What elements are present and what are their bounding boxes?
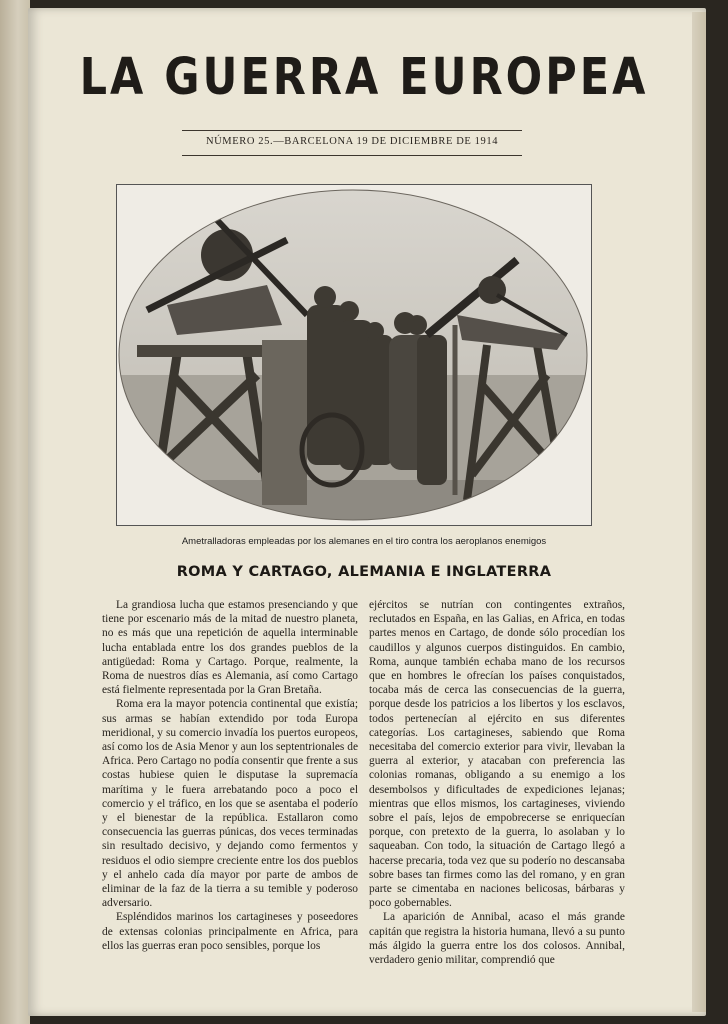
- article-title: ROMA Y CARTAGO, ALEMANIA E INGLATERRA: [176, 564, 552, 580]
- masthead-title: LA GUERRA EUROPEA: [79, 48, 649, 107]
- photograph: [116, 184, 592, 526]
- facing-page-edge: [0, 0, 30, 1024]
- paragraph: Espléndidos marinos los cartagineses y poseedores de extensas colonias principalmente en Africa, para ellos las guerras eran poco sensibles, porque los: [102, 911, 358, 952]
- paragraph: Roma era la mayor potencia continental que existía; sus armas se habían extendido por toda Europa meridional, y su comercio invadía los puertos europeos, así como los de Asia Menor y aun los septentrionales de Africa. Pero Cartago no podía consentir que frente a sus costas hubiese quien le disputase la supremacía marítima y le fuera arrebatando poco a poco el comercio y el tráfico, en los que se asentaba el poderío y el bienestar de la república. Estallaron como consecuencia las guerras púnicas, dos veces terminadas sin resultado decisivo, y dejando como fermentos y residuos el odio siempre creciente entre los dos pueblos y el anhelo cada día mayor por parte de ambos de eliminar de la faz de la tierra a su temible y poderoso adversario.: [102, 698, 358, 910]
- photo-caption: Ametralladoras empleadas por los alemanes en el tiro contra los aeroplanos enemigos: [181, 536, 547, 547]
- antiaircraft-guns-photo: [117, 185, 591, 525]
- issue-rule-bottom: [182, 155, 522, 156]
- paragraph: La grandiosa lucha que estamos presenciando y que tiene por escenario más de la mitad de nuestro planeta, no es más que una repetición de aquella interminable lucha entablada entre los dos grandes pueblos de la antigüedad: Roma y Cartago. Porque, realmente, la Roma de nuestros días es Alemania, así como Cartago está fielmente representada por la Gran Bretaña.: [102, 599, 358, 697]
- issue-rule-top: [182, 130, 522, 131]
- issue-line: NÚMERO 25.—BARCELONA 19 DE DICIEMBRE DE 1914: [205, 136, 499, 147]
- paragraph: ejércitos se nutrían con contingentes extraños, reclutados en España, en las Galias, en Africa, en todas partes menos en Cartago, de donde sólo procedían los caudillos y algunos cuerpos distinguidos. En cambio, Roma, aunque también echaba mano de los recursos que en hombres le ofrecían los países conquistados, tocaba más de cerca las consecuencias de la guerra, porque desde los patricios a los libertos y los esclavos, todos pertenecían al ejército en sus diferentes categorías. Los cartagineses, sabiendo que Roma necesitaba del comercio exterior para vivir, llevaban la guerra al exterior, y atacaban con preferencia las colonias romanas, obligando a su enemigo a los desembolsos y dificultades de expediciones lejanas; mientras que ellos mismos, los cartagineses, viviendo sobre el país, lejos de empobrecerse se enriquecían porque, con pretexto de la guerra, lo asolaban y lo saqueaban. Con todo, la situación de Cartago llegó a hacerse precaria, toda vez que su poderío no descansaba sobre bases tan firmes como las del romano, y en gran parte se cimentaba en naciones belicosas, bárbaras y poco gobernables.: [369, 599, 625, 910]
- article-column-right: [369, 598, 625, 967]
- article-column-left: [102, 598, 358, 953]
- paragraph: La aparición de Annibal, acaso el más grande capitán que registra la historia humana, llevó a su punto más álgido la guerra entre los dos colosos. Annibal, verdadero genio militar, comprendió que: [369, 911, 625, 967]
- page-stack-edge: [692, 12, 706, 1012]
